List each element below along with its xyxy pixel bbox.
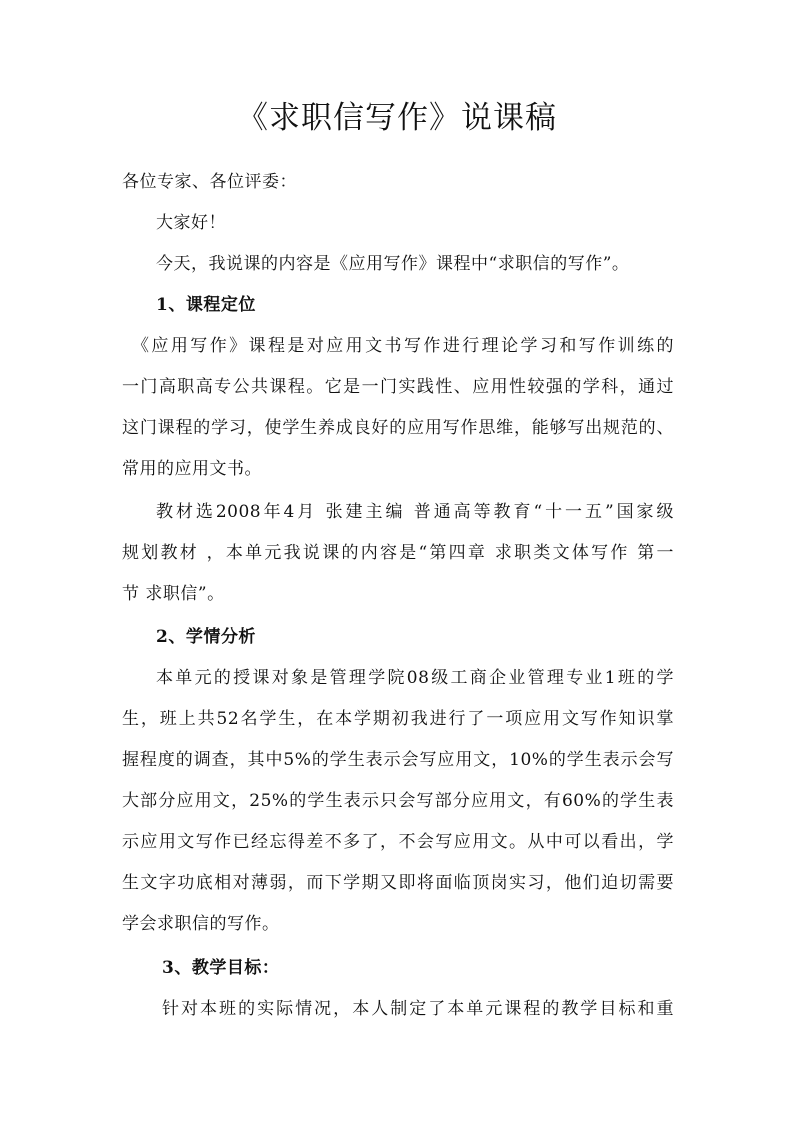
paragraph-line: 一门高职高专公共课程。它是一门实践性、应用性较强的学科，通过 (122, 377, 674, 397)
intro-line: 今天，我说课的内容是《应用写作》课程中“求职信的写作”。 (156, 254, 630, 274)
salutation: 各位专家、各位评委： (122, 172, 297, 192)
paragraph-line: 这门课程的学习，使学生养成良好的应用写作思维，能够写出规范的、 (122, 418, 674, 438)
section-heading-course-positioning: 1、课程定位 (156, 295, 256, 315)
greeting: 大家好！ (156, 213, 226, 233)
paragraph-line: 规划教材 ，本单元我说课的内容是“第四章 求职类文体写作 第一 (122, 543, 674, 563)
paragraph-line: 大部分应用文，25%的学生表示只会写部分应用文，有60%的学生表 (122, 791, 674, 811)
paragraph-line: 示应用文写作已经忘得差不多了，不会写应用文。从中可以看出，学 (122, 832, 674, 852)
paragraph-line: 本单元的授课对象是管理学院08级工商企业管理专业1班的学 (156, 668, 674, 688)
section-heading-teaching-objectives: 3、教学目标： (162, 958, 280, 978)
paragraph-line: 教材选2008年4月 张建主编 普通高等教育“十一五”国家级 (156, 502, 674, 522)
paragraph-line: 握程度的调查，其中5%的学生表示会写应用文，10%的学生表示会写 (122, 750, 674, 770)
paragraph-line: 学会求职信的写作。 (122, 914, 280, 934)
paragraph-line: 常用的应用文书。 (122, 459, 262, 479)
paragraph-line: 针对本班的实际情况，本人制定了本单元课程的教学目标和重 (162, 999, 674, 1019)
document-title: 《求职信写作》说课稿 (237, 100, 557, 136)
paragraph-line: 生，班上共52名学生，在本学期初我进行了一项应用文写作知识掌 (122, 709, 674, 729)
paragraph-line: 节 求职信”。 (122, 584, 225, 604)
paragraph-line: 生文字功底相对薄弱，而下学期又即将面临顶岗实习，他们迫切需要 (122, 873, 674, 893)
paragraph-line: 《应用写作》课程是对应用文书写作进行理论学习和写作训练的 (132, 336, 674, 356)
section-heading-learner-analysis: 2、学情分析 (156, 627, 256, 647)
